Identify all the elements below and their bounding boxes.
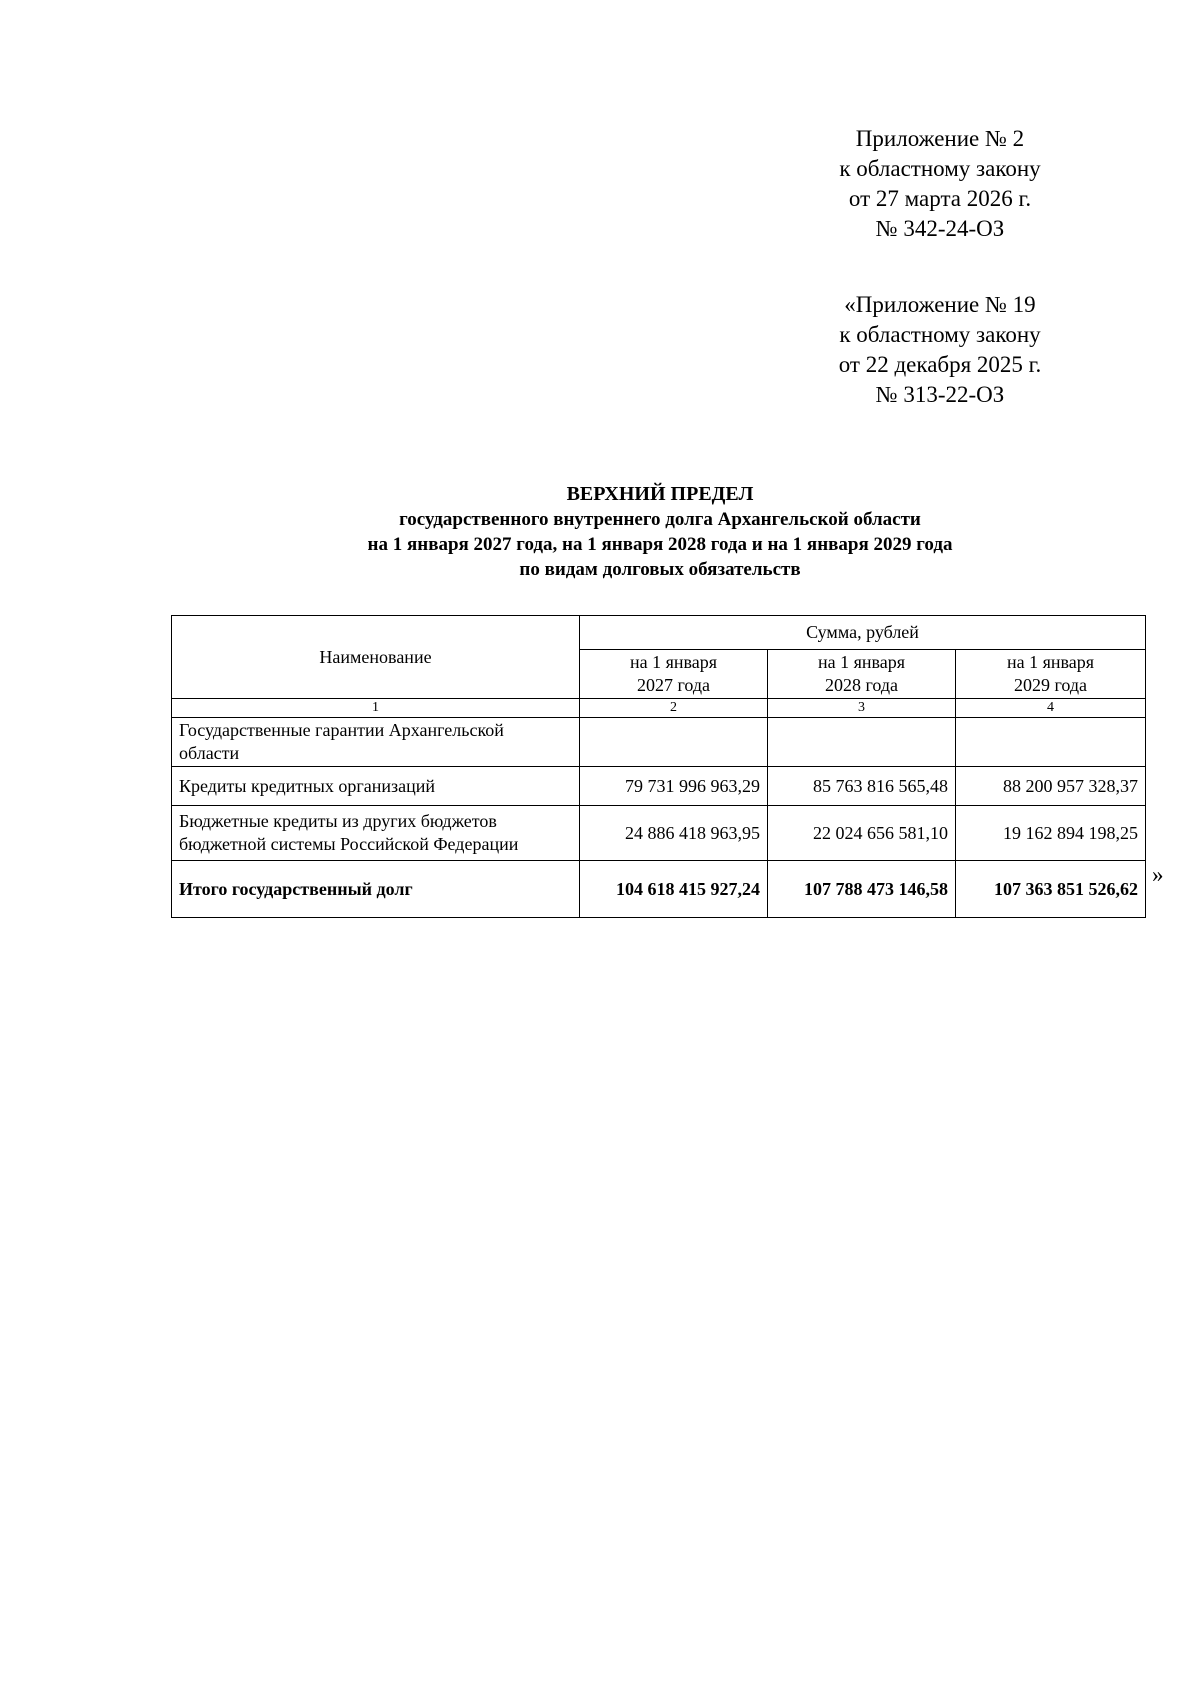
appendix-law-number: № 342-24-ОЗ (875, 216, 1005, 241)
title-subtitle-3: по видам долговых обязательств (519, 559, 801, 580)
appendix-law-ref: к областному закону (839, 156, 1041, 181)
total-2028: 107 788 473 146,58 (768, 861, 956, 918)
appendix-date: от 27 марта 2026 г. (848, 186, 1032, 211)
appendix-amended-header (790, 290, 1090, 410)
header-date-2027 (580, 650, 768, 699)
header-date-line: на 1 января (629, 652, 718, 672)
document-title (160, 482, 1160, 582)
total-2027: 104 618 415 927,24 (580, 861, 768, 918)
value-2029: 19 162 894 198,25 (956, 806, 1146, 861)
header-date-2028 (768, 650, 956, 699)
value-2027: 79 731 996 963,29 (580, 767, 768, 806)
value-2028 (768, 718, 956, 767)
header-sum: Сумма, рублей (580, 616, 1146, 650)
value-2028: 85 763 816 565,48 (768, 767, 956, 806)
value-2027: 24 886 418 963,95 (580, 806, 768, 861)
row-name-guarantees (172, 718, 580, 767)
debt-limit-table (171, 615, 1146, 918)
row-name-bank-credits: Кредиты кредитных организаций (172, 767, 580, 806)
table-row (172, 718, 1146, 767)
value-2028: 22 024 656 581,10 (768, 806, 956, 861)
table-row (172, 767, 1146, 806)
value-2029 (956, 718, 1146, 767)
row-name-line: Государственные гарантии Архангельской (179, 720, 504, 740)
header-date-line: на 1 января (817, 652, 906, 672)
row-name-total: Итого государственный долг (172, 861, 580, 918)
appendix-number: Приложение № 2 (855, 126, 1025, 151)
header-name: Наименование (172, 616, 580, 699)
table-total-row (172, 861, 1146, 918)
row-name-line: бюджетной системы Российской Федерации (179, 834, 519, 854)
header-date-2029 (956, 650, 1146, 699)
table-header-row (172, 616, 1146, 650)
value-2027 (580, 718, 768, 767)
table-row (172, 806, 1146, 861)
appendix-current-header (790, 124, 1090, 244)
appendix-law-number: № 313-22-ОЗ (875, 382, 1005, 407)
column-number: 2 (580, 699, 768, 718)
closing-quote: » (1152, 862, 1164, 887)
value-2029: 88 200 957 328,37 (956, 767, 1146, 806)
column-number-row (172, 699, 1146, 718)
header-date-year: 2029 года (1013, 675, 1088, 695)
header-date-year: 2027 года (636, 675, 711, 695)
appendix-law-ref: к областному закону (839, 322, 1041, 347)
appendix-number: «Приложение № 19 (844, 292, 1036, 317)
header-date-year: 2028 года (824, 675, 899, 695)
title-subtitle-2: на 1 января 2027 года, на 1 января 2028 года и на 1 января 2029 года (367, 534, 953, 555)
header-date-line: на 1 января (1006, 652, 1095, 672)
title-main: ВЕРХНИЙ ПРЕДЕЛ (566, 483, 754, 505)
title-subtitle-1: государственного внутреннего долга Архангельской области (399, 509, 921, 530)
row-name-line: области (179, 743, 240, 763)
appendix-date: от 22 декабря 2025 г. (838, 352, 1042, 377)
column-number: 3 (768, 699, 956, 718)
total-2029: 107 363 851 526,62 (956, 861, 1146, 918)
row-name-budget-credits (172, 806, 580, 861)
row-name-line: Бюджетные кредиты из других бюджетов (179, 811, 497, 831)
column-number: 1 (172, 699, 580, 718)
column-number: 4 (956, 699, 1146, 718)
